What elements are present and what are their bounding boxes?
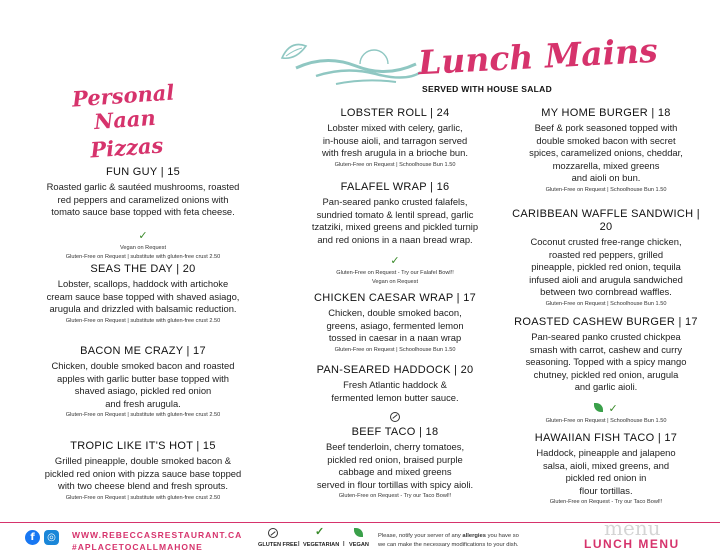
vegetarian-icon: ✓ [390,254,400,268]
allergy-line-2: we can make the necessary modifications to your dish. [378,542,519,548]
desc-line: between two cornbread waffles. [540,286,672,298]
item-note: Gluten-Free on Request | Schoolhouse Bun 1.50 [334,346,456,353]
item-note: Gluten-Free on Request | Schoolhouse Bun 1.50 [334,161,456,168]
item-name: CARIBBEAN WAFFLE SANDWICH | 20 [512,208,700,233]
menu-item-pan-seared-haddock [290,364,500,425]
desc-line: cream sauce base topped with shaved asiago, [46,290,240,302]
menu-item-tropic-like-its-hot [12,440,274,502]
instagram-icon[interactable]: ◎ [44,530,59,545]
desc-line: double smoked bacon with secret [536,134,676,146]
item-name: HAWAIIAN FISH TACO | 17 [534,432,678,444]
desc-line: pickled red onion with pizza sauce base topped [44,467,242,479]
desc-line: Fresh Atlantic haddock & [343,379,447,390]
item-note: Gluten-Free on Request - Try our Falafel Bowl!! [336,270,454,277]
desc-line: cabbage and mixed greens [338,466,452,478]
menu-item-chicken-caesar-wrap [290,292,500,354]
vegetarian-icon: ✓ [608,401,618,415]
allergy-line-1 [378,532,558,541]
desc-line: pickled red onion in [565,472,647,484]
desc-line: Coconut crusted free-range chicken, [530,236,682,247]
item-note: Vegan on Request [119,244,167,251]
allergy-notice [378,532,558,550]
desc-line: Lobster, scallops, haddock with artichoke [57,278,229,289]
item-note: Gluten-Free on Request | Schoolhouse Bun 1.50 [545,417,667,424]
item-description [290,379,500,404]
desc-line: and red onions in a naan bread wrap. [317,233,473,245]
allergy-bold: allergies [462,533,486,539]
item-name: LOBSTER ROLL | 24 [340,107,450,119]
gluten-free-icon [390,412,400,422]
desc-line: served in flour tortillas with spicy aioli. [316,478,474,490]
menu-item-fun-guy [12,166,274,261]
item-description [290,441,500,491]
desc-line: apples with garlic butter base topped with [57,372,229,384]
item-name: PAN-SEARED HADDOCK | 20 [316,364,474,376]
desc-line: shaved asiago, pickled red onion [74,385,212,397]
allergy-text: Please, notify your server of any [378,533,463,539]
desc-line: Haddock, pineapple and jalapeno [536,447,676,458]
desc-line: Chicken, double smoked bacon, [328,307,462,318]
desc-line: and aioli on bun. [571,172,641,184]
desc-line: greens, asiago, fermented lemon [326,319,464,331]
lunch-mains-subtitle: SERVED WITH HOUSE SALAD [422,84,553,94]
item-name: MY HOME BURGER | 18 [541,107,671,119]
menu-item-lobster-roll [290,107,500,169]
desc-line: pickled red onion, braised purple [327,453,463,465]
landscape-logo-icon [276,36,426,96]
legend-vegetarian: VEGETARIAN [303,542,340,548]
item-note: Gluten-Free on Request | substitute with gluten-free crust 2.50 [65,494,221,501]
desc-line: Roasted garlic & sautéed mushrooms, roasted [46,181,240,192]
item-name: BACON ME CRAZY | 17 [80,345,206,357]
desc-line: tossed in caesar in a naan wrap [328,332,462,344]
item-description [290,196,500,246]
desc-line: Beef & pork seasoned topped with [534,122,678,133]
menu-item-roasted-cashew-burger [506,316,706,425]
desc-line: Pan-seared panko crusted chickpea [531,331,681,342]
item-description [290,307,500,345]
desc-line: spices, caramelized onions, cheddar, [529,147,683,159]
item-note: Gluten-Free on Request | substitute with gluten-free crust 2.50 [65,253,221,260]
facebook-icon[interactable]: f [25,530,40,545]
gluten-free-icon [268,528,278,538]
menu-item-beef-taco [290,426,500,500]
item-name: CHICKEN CAESAR WRAP | 17 [313,292,477,304]
desc-line: tzatziki, mixed greens and pickled turnip [311,221,479,233]
item-name: FALAFEL WRAP | 16 [340,181,450,193]
item-name: SEAS THE DAY | 20 [90,263,196,275]
item-note: Gluten-Free on Request | Schoolhouse Bun 1.50 [545,300,667,307]
desc-line: smash with carrot, cashew and curry [529,343,683,355]
desc-line: roasted red peppers, grilled [548,248,664,260]
desc-line: arugula and drizzled with balsamic reduction. [49,303,237,315]
item-note: Gluten-Free on Request - Try our Taco Bowl!! [549,499,663,506]
desc-line: and fresh arugula. [105,397,181,409]
vegetarian-icon: ✓ [315,526,325,538]
item-name: BEEF TACO | 18 [351,426,439,438]
vegetarian-icon: ✓ [138,228,148,242]
legend-divider: | [343,541,345,547]
item-name: FUN GUY | 15 [105,166,181,178]
desc-line: Grilled pineapple, double smoked bacon & [54,455,232,466]
item-name: ROASTED CASHEW BURGER | 17 [514,316,698,328]
hashtag: #APLACETOCALLMAHONE [72,542,203,552]
pizza-section-title [38,78,213,166]
vegan-icon [594,403,603,412]
desc-line: with two cheese blend and fresh sprouts. [58,480,228,492]
desc-line: tomato sauce base topped with feta cheese. [51,206,235,218]
menu-item-bacon-me-crazy [12,345,274,419]
desc-line: infused aioli and arugula sandwiched [529,273,683,285]
item-note: Gluten-Free on Request | Schoolhouse Bun 1.50 [545,186,667,193]
item-note: Gluten-Free on Request | substitute with gluten-free crust 2.50 [65,317,221,324]
desc-line: sundried tomato & lentil spread, garlic [316,208,474,220]
item-description [506,331,706,394]
lunch-menu-label: LUNCH MENU [584,537,680,551]
desc-line: flour tortillas. [579,484,633,496]
legend-divider: | [298,541,300,547]
item-description [12,278,274,316]
desc-line: and garlic aioli. [574,381,638,393]
menu-item-hawaiian-fish-taco [506,432,706,506]
item-name: TROPIC LIKE IT'S HOT | 15 [70,440,216,452]
item-description [506,122,706,185]
allergy-text: you have so [485,533,519,539]
item-note: Gluten-Free on Request - Try our Taco Bowl!! [338,493,452,500]
desc-line: red peppers and caramelized onions with [57,193,229,205]
desc-line: chutney, pickled red onion, arugula [533,368,679,380]
website-link[interactable]: WWW.REBECCASRESTAURANT.CA [72,530,243,540]
pizza-title-line2: Pizzas [89,132,165,163]
desc-line: in-house aioli, and tarragon served [322,134,468,146]
item-description [506,447,706,497]
desc-line: pineapple, pickled red onion, tequila [531,261,681,273]
desc-line: with fresh arugula in a brioche bun. [322,147,468,159]
desc-line: Pan-seared panko crusted falafels, [322,196,468,207]
desc-line: Beef tenderloin, cherry tomatoes, [325,441,465,452]
desc-line: Lobster mixed with celery, garlic, [327,122,463,133]
desc-line: mozzarella, mixed greens [552,159,660,171]
menu-item-falafel-wrap [290,181,500,286]
desc-line: salsa, aioli, mixed greens, and [542,459,670,471]
legend-vegan: VEGAN [349,542,369,548]
menu-item-seas-the-day [12,263,274,325]
desc-line: fermented lemon butter sauce. [331,391,459,403]
item-note: Gluten-Free on Request | substitute with gluten-free crust 2.50 [65,412,221,419]
desc-line: Chicken, double smoked bacon and roasted [51,360,235,371]
item-description [290,122,500,160]
item-description [506,236,706,299]
menu-item-my-home-burger [506,107,706,194]
dietary-legend [258,527,374,551]
desc-line: seasoning. Topped with a spicy mango [525,356,687,368]
item-description [12,455,274,493]
menu-watermark: menu [604,516,661,540]
legend-gluten-free: GLUTEN FREE [258,542,298,548]
item-description [12,360,274,410]
lunch-mains-title: Lunch Mains [417,30,659,83]
pizza-title-line1: Personal Naan [71,79,176,135]
menu-item-caribbean-waffle-sandwich [506,208,706,308]
vegan-icon [354,528,363,537]
item-note: Vegan on Request [371,279,419,286]
item-description [12,181,274,219]
